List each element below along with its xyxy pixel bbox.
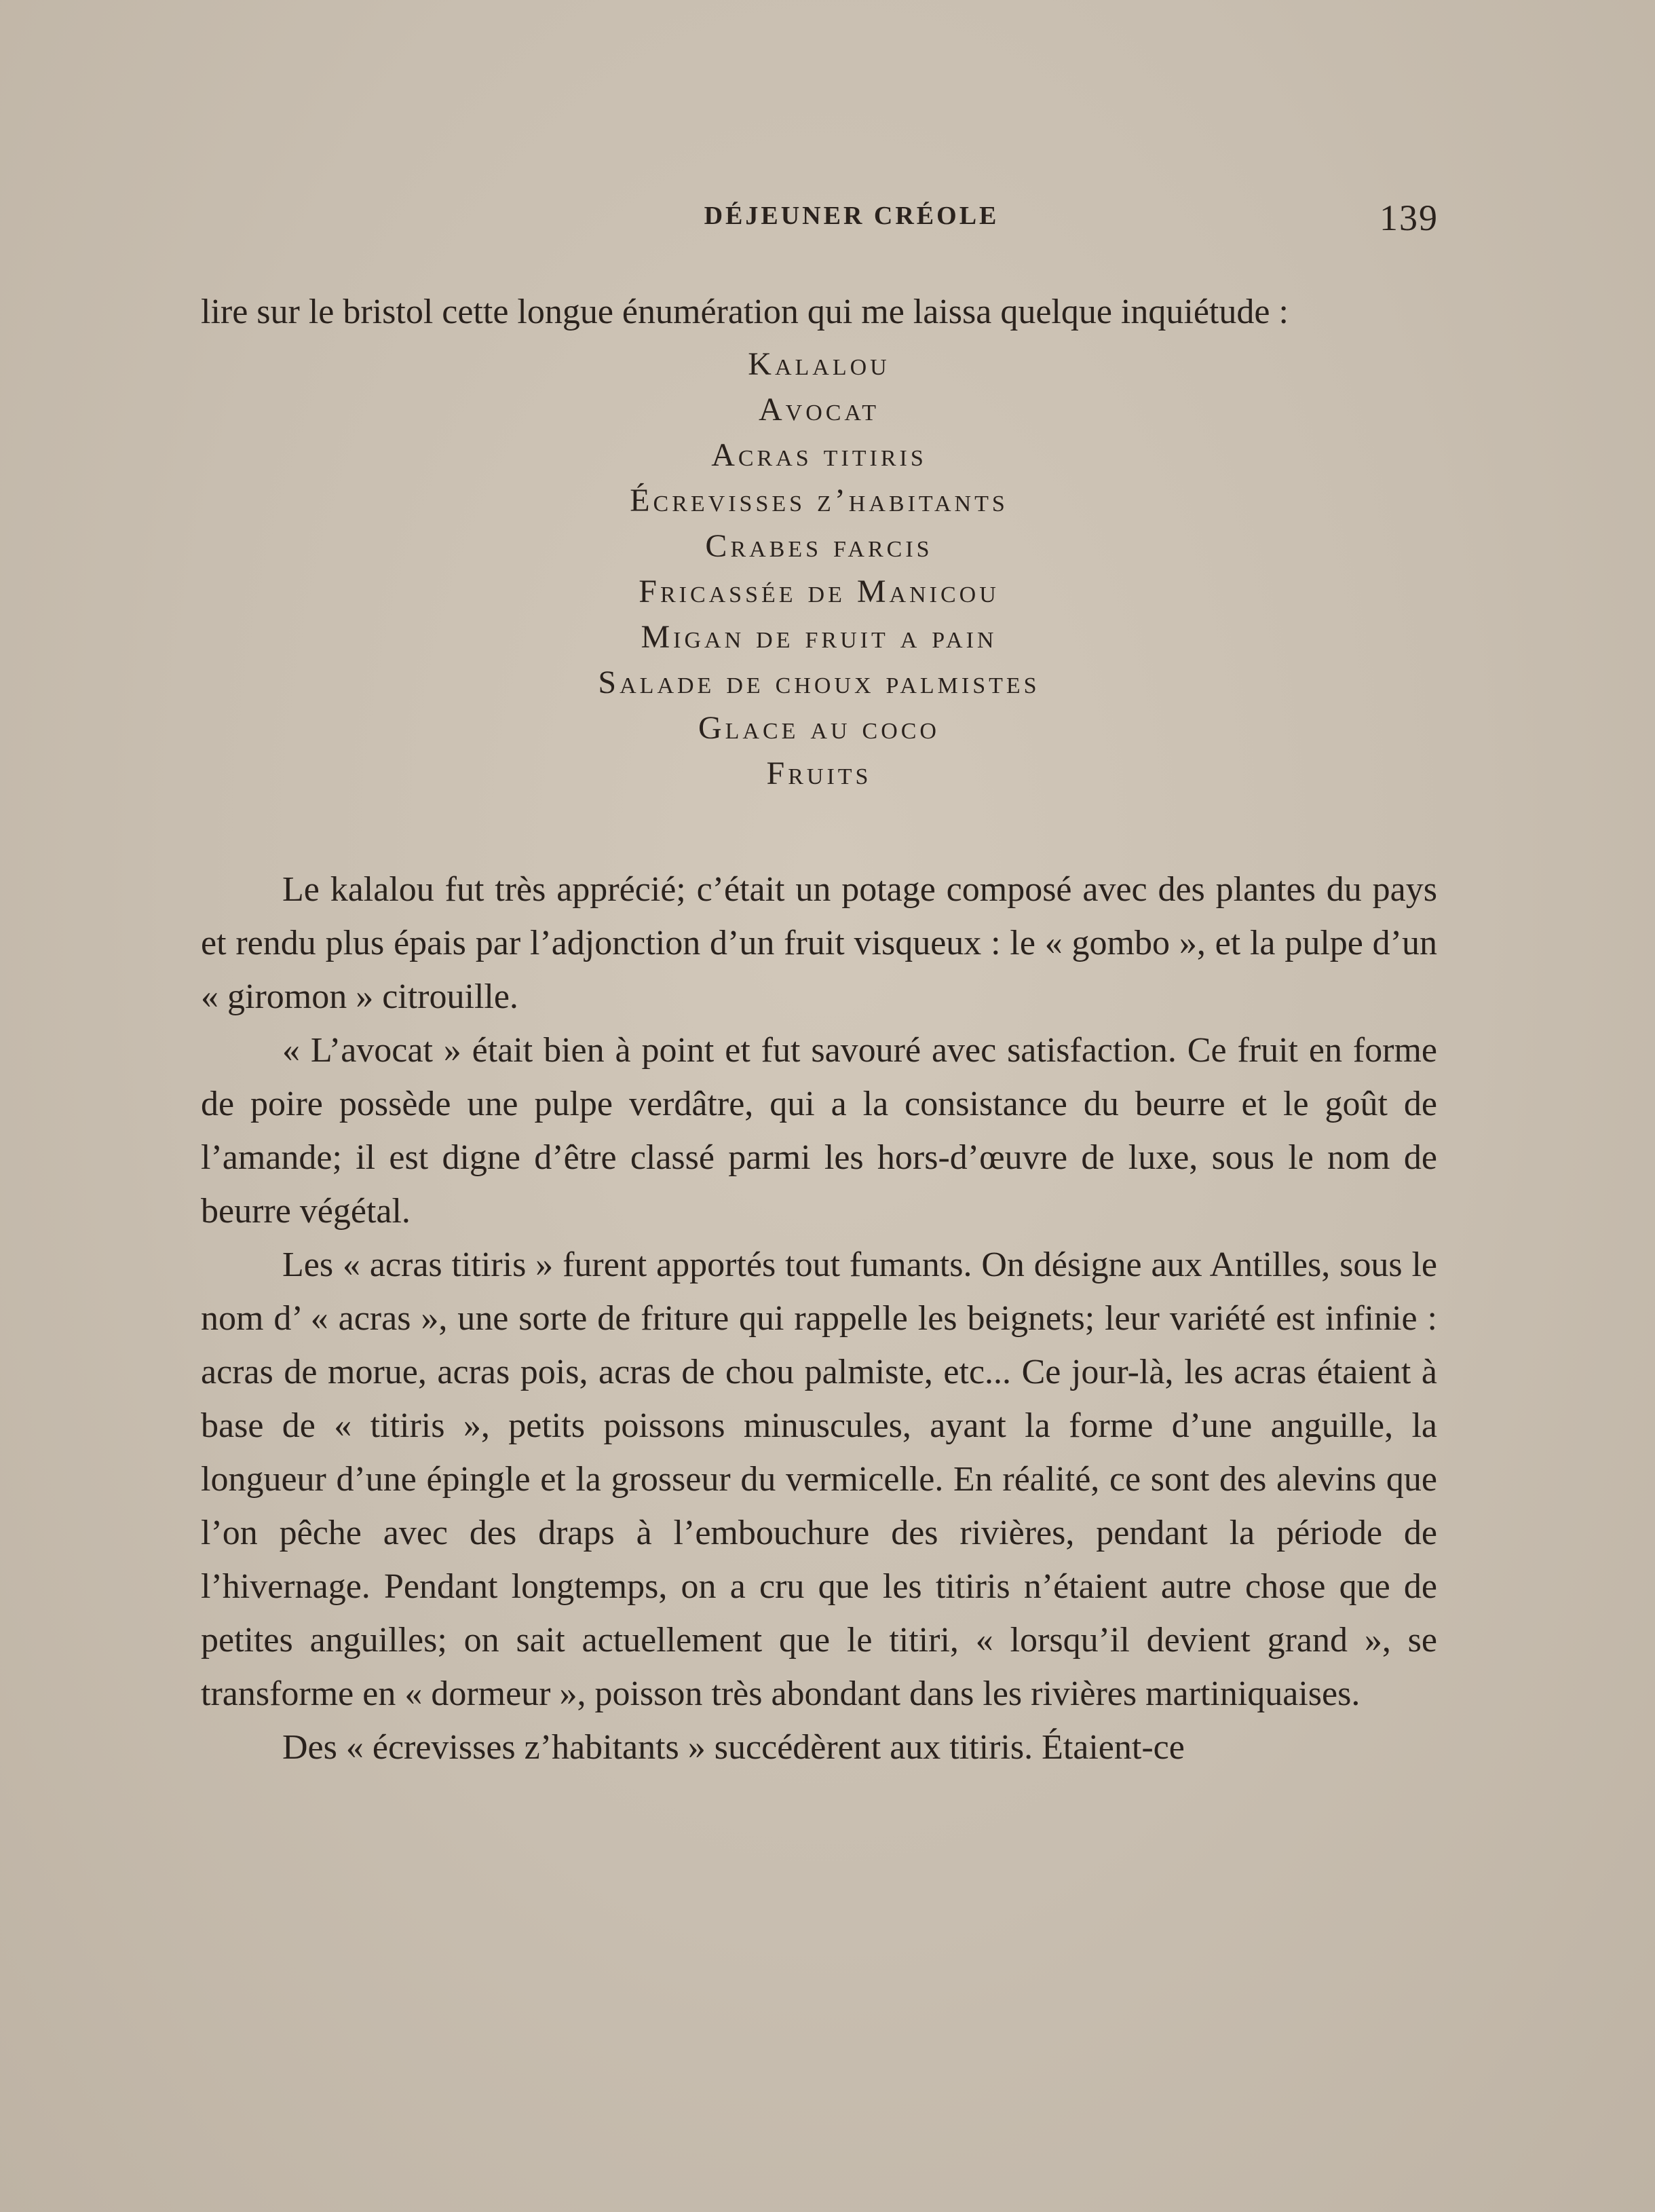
menu-item: Écrevisses z’habitants	[630, 483, 1008, 519]
menu-item: Kalalou	[748, 346, 890, 382]
page-number: 139	[1380, 198, 1439, 238]
menu-item: Fricassée de Manicou	[639, 574, 1000, 610]
menu-item: Salade de choux palmistes	[598, 664, 1040, 700]
paragraph-ecrevisses: Des « écrevisses z’habitants » succédèrent aux titiris. Étaient-ce	[282, 1728, 1185, 1767]
menu-list	[201, 341, 1437, 796]
menu-item: Fruits	[766, 755, 872, 791]
menu-item: Acras titiris	[711, 437, 927, 473]
menu-item: Crabes farcis	[705, 528, 933, 564]
menu-item: Avocat	[758, 392, 879, 428]
paragraph-kalalou: Le kalalou fut très apprécié; c’était un potage composé avec des plantes du pays et rendu plus épais par l’adjonction d’un fruit visqueux : le « gombo », et la pulpe d’un « giromon » citrouille.	[201, 870, 1437, 1016]
running-title: DÉJEUNER CRÉOLE	[704, 202, 1000, 230]
body-text	[201, 285, 1437, 1774]
paragraph-acras: Les « acras titiris » furent apportés tout fumants. On désigne aux Antilles, sous le nom d’ « acras », une sorte de friture qui rappelle les beignets; leur variété est infinie : acras de morue, acras pois, acras de chou palmiste, etc... Ce jour-là, les acras étaient à base de « titiris », petits poissons minuscules, ayant la forme d’une anguille, la longueur d’une épingle et la grosseur du vermicelle. En réalité, ce sont des alevins que l’on pêche avec des draps à l’embouchure des rivières, pendant la période de l’hivernage. Pendant longtemps, on a cru que les titiris n’étaient autre chose que de petites anguilles; on sait actuellement que le titiri, « lorsqu’il devient grand », se transforme en « dormeur », poisson très abondant dans les rivières martiniquaises.	[201, 1245, 1437, 1713]
intro-paragraph: lire sur le bristol cette longue énumération qui me laissa quelque inquiétude :	[201, 293, 1289, 331]
menu-item: Glace au coco	[698, 710, 940, 746]
paragraph-avocat: « L’avocat » était bien à point et fut savouré avec satisfaction. Ce fruit en forme de poire possède une pulpe verdâtre, qui a la consistance du beurre et le goût de l’amande; il est digne d’être classé parmi les hors-d’œuvre de luxe, sous le nom de beurre végétal.	[201, 1031, 1437, 1231]
page-header	[197, 198, 1439, 242]
menu-item: Migan de fruit a pain	[641, 619, 997, 655]
